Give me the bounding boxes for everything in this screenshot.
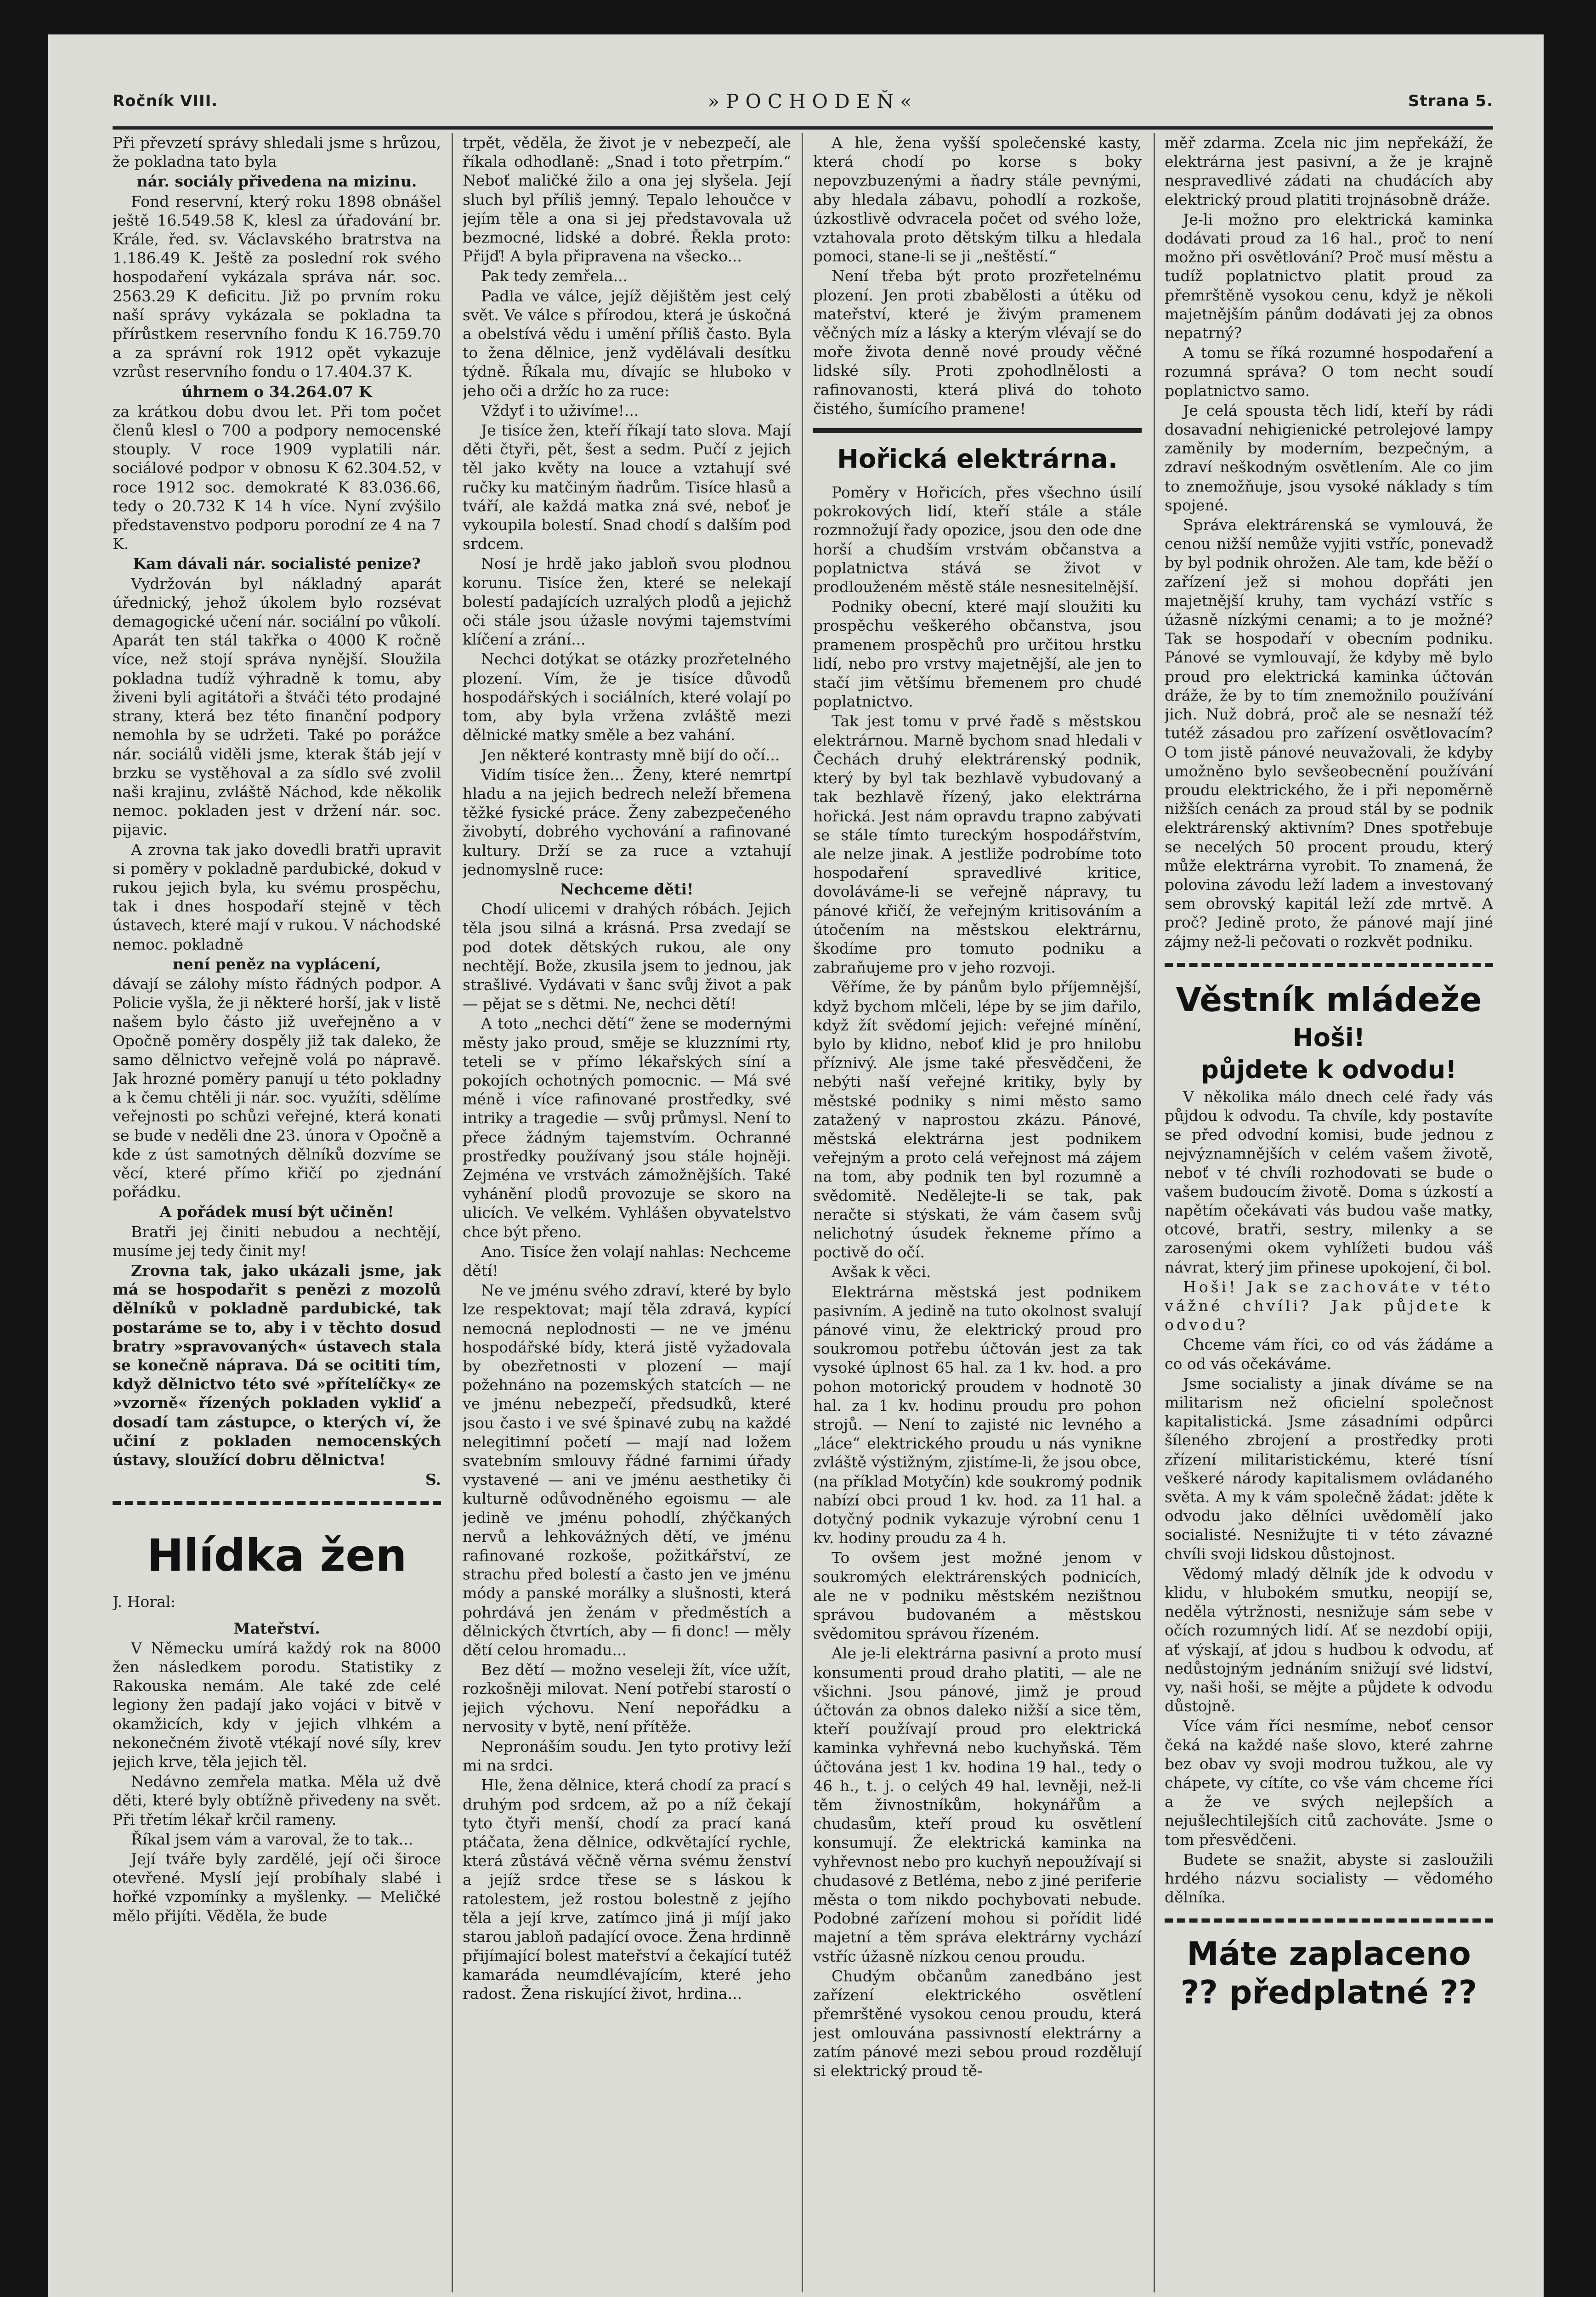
paragraph: Při převzetí správy shledali jsme s hrůzou, že pokladna tato byla bbox=[113, 134, 441, 171]
paragraph: Nedávno zemřela matka. Měla už dvě děti, které byly obtížně přivedeny na svět. Při třetím lékař krčil rameny. bbox=[113, 1772, 441, 1828]
paragraph: V několika málo dnech celé řady vás půjdou k odvodu. Ta chvíle, kdy postavíte se před odvodní komisi, bude jednou z nejvýznamnějších v celém vašem životě, neboť v té chvíli rozhodovati se bude o vašem budoucím životě. Doma s úzkostí a napětím očekávati vás budou vaše matky, otcové, bratři, sestry, milenky a se zarosenými okem vyhlížeti budou váš návrat, který jim přinese upokojení, či bol. bbox=[1165, 1087, 1493, 1276]
notice-headline: Máte zaplaceno bbox=[1187, 1935, 1471, 1973]
subheading: Kam dávali nár. socialisté penize? bbox=[133, 554, 421, 573]
paragraph: Vždyť i to uživíme!... bbox=[481, 401, 639, 419]
paragraph: Více vám říci nesmíme, neboť censor čeká na každé naše slovo, které zahrne bez obav vy svoji modrou tužkou, ale vy chápete, vy cítíte, co vše vám chceme říci a že ve svých nejlepších a nejušlechtilejších citů zachováte. Jsme o tom přesvědčeni. bbox=[1165, 1717, 1493, 1849]
paragraph: Fond reservní, který roku 1898 obnášel ještě 16.549.58 K, klesl za úřadování br. Krále, řed. sv. Václavského bratrstva na 1.186.49 K. Ještě za poslední rok svého hospodaření vykázala správa nár. soc. 2563.29 K deficitu. Již po prvním roku naší správy vykázala se pokladna ta přírůstkem reservního fondu K 16.759.70 a za správní rok 1912 opět vykazuje vzrůst reservního fondu o 17.404.37 K. bbox=[113, 192, 441, 381]
article-headline: Hořická elektrárna. bbox=[837, 444, 1118, 475]
paragraph: Nepronáším soudu. Jen tyto protivy leží mi na srdci. bbox=[463, 1737, 791, 1775]
paragraph: A zrovna tak jako dovedli bratři upravit si poměry v pokladně pardubické, dokud v rukou jejich byla, ku svému prospěchu, tak i dnes hospodaří stejně v těch ústavech, které mají v rukou. V náchodské nemoc. pokladně bbox=[113, 840, 441, 953]
paragraph: Chudým občanům zanedbáno jest zařízení elektrického osvětlení přemrštěné vysokou cenou proudu, která jest omlouvána passivností elektrárny a zatím pánové mezi sebou proud rozdělují si elektrický proud tě- bbox=[813, 1967, 1142, 2080]
column-4 bbox=[1165, 133, 1493, 2292]
paragraph: dávají se zálohy místo řádných podpor. A Policie vyšla, že ji některé horší, jak v listě našem bylo částo již uveřejněno a v Opočně poměry dospěly již tak daleko, že samo dělnictvo veřejně volá po nápravě. Jak hrozné poměry panují u této pokladny a k čemu chtěli ji nár. soc. využíti, sdělíme veřejnosti po schůzi veřejné, která konati se bude v neděli dne 23. února v Opočně a kde z úst samotných dělníků dozvíme se věcí, které přímo křičí po zjednání pořádku. bbox=[113, 974, 441, 1201]
bold-line: není peněz na vyplácení, bbox=[172, 955, 381, 973]
paragraph: Budete se snažit, abyste si zasloužili hrdého názvu socialisty — vědomého dělníka. bbox=[1165, 1850, 1493, 1907]
section-title: Hlídka žen bbox=[147, 1530, 407, 1582]
paragraph: V Německu umírá každý rok na 8000 žen následkem porodu. Statistiky z Rakouska nemám. Ale také zde celé legiony žen padají jako vojáci v bitvě v okamžicích, kdy v jejich vlhkém a nekonečném životě vtékají nové síly, krev jejich krve, těla jejich těl. bbox=[113, 1639, 441, 1771]
section-divider bbox=[1165, 963, 1493, 967]
paragraph: Správa elektrárenská se vymlouvá, že cenou nižší nemůže vyjiti vstříc, ponevadž by byl podnik ohrožen. Ale tam, kde běží o zařízení jež si mohou dopřáti jen majetnější kruhy, tam vychází vstříc s úžasně nízkými cenami; a to je možné? Tak se hospodaří v obecním podniku. Pánové se vymlouvají, že kdyby mě bylo proud pro elektrická kaminka účtován dráže, že by to tím znemožnilo používání jich. Nuž dobrá, proč ale se nesnaží též tutéž zásadou pro zařízení osvětlovacím? O tom jistě pánové neuvažovali, že kdyby umožněno bylo sevšeobecnění používání proudu elektrického, že i při nepoměrně nižších cenách za proud stál by se podnik elektrárenský aktivním? Dnes spotřebuje se necelých 50 procent proudu, který může elektrárna vyrobit. To znamená, že polovina závodu leží ladem a investovaný sem obrovský kapitál leží zde mrtvě. A proč? Jedině proto, že pánové mají jiné zájmy než-li pečovati o rozkvět podniku. bbox=[1165, 516, 1493, 950]
paragraph: Je celá spousta těch lidí, kteří by rádi dosavadní nehigienické petrolejové lampy zaměnily by moderním, bezpečným, a zdraví neškodným osvětlením. Ale co jim to znemožňuje, jsou vysoké náklady s tím spojené. bbox=[1165, 401, 1493, 514]
article-headline: Hoši! bbox=[1292, 1023, 1365, 1052]
paragraph: Poměry v Hořicích, přes všechno úsilí pokrokových lidí, kteří stále a stále rozmnožují řady opozice, jsou den ode dne horší a chudším vrstvám občanstva a poplatnictva stává se život v prodlouženém městě stále nesnesitelnější. bbox=[813, 483, 1142, 596]
paragraph: A tomu se říká rozumné hospodaření a rozumná správa? O tom necht soudí poplatnictvo samo. bbox=[1165, 344, 1493, 400]
paragraph: Ano. Tisíce žen volají nahlas: Nechceme dětí! bbox=[463, 1242, 791, 1279]
paragraph: Padla ve válce, jejíž dějištěm jest celý svět. Ve válce s přírodou, která je úskočná a obelstívá vědu i umění příliš často. Byla to žena dělnice, jenž vydělávali desítku týdně. Říkala mu, dívajíc se hluboko v jeho oči a držíc ho za ruce: bbox=[463, 287, 791, 400]
paragraph: Zrovna tak, jako ukázali jsme, jak má se hospodařit s penězi z mozolů dělníků v pokladně pardubické, tak postaráme se to, aby i v těchto dosud bratry »spravovaných« ústavech stala se konečně náprava. Dá se ocititi tím, když dělnictvo této své »přítelíčky« ze »vzorně« řízených pokladen vykliď a dosadí tam zástupce, o kterých ví, že učiní z pokladen nemocenských ústavy, sloužící dobru dělnictva! bbox=[113, 1261, 441, 1469]
signature: S. bbox=[425, 1471, 441, 1489]
column-3 bbox=[813, 133, 1142, 2292]
paragraph: Chceme vám říci, co od vás žádáme a co od vás očekáváme. bbox=[1165, 1335, 1493, 1373]
paragraph: Jsme socialisty a jinak díváme se na militarism než oficielní společnost kapitalistická. Jsme zásadními odpůrci šíleného zbrojení a prostředky proti zřízení militaristickému, které tísní veškeré národy kapitalismem ovládaného světa. A my k vám společně žádat: jděte k odvodu jako dělníci uvědomělí jako socialisté. Nesnižujte ti v této závazné chvíli svoji lidskou důstojnost. bbox=[1165, 1374, 1493, 1563]
page-header bbox=[113, 76, 1493, 130]
column-divider bbox=[802, 133, 803, 2292]
paragraph: Vědomý mladý dělník jde k odvodu v klidu, v hlubokém smutku, neopijí se, neděla výtržnosti, nesnižuje sám sebe v očích rozumných lidí. Ať se nezdobí opiji, ať výskají, ať jdou s hudbou k odvodu, ať nedůstojným jednáním snižují své lidství, vy, naši hoši, se mějte a půjdete k odvodu důstojně. bbox=[1165, 1564, 1493, 1715]
column-2 bbox=[463, 133, 791, 2292]
paragraph: Věříme, že by pánům bylo příjemnější, když bychom mlčeli, lépe by se jim dařilo, když žít svědomí jejich: veřejné mínění, bylo by klidno, neboť klid je pro hnilobu příznivý. Ale jsme také přesvědčeni, že nebýti naší veřejné kritiky, byly by městské podniky s nimi město samo zatažený v naprostou zkázu. Pánové, městská elektrárna jest podnikem veřejným a proto celá veřejnost má zájem na tom, aby podnik ten byl rozumně a svědomitě. Nedělejte-li se tak, pak neračte si stýskati, že vám časem svůj nelichotný úsudek řekneme přímo a poctivě do očí. bbox=[813, 978, 1142, 1262]
paragraph: Tak jest tomu v prvé řadě s městskou elektrárnou. Marně bychom snad hledali v Čechách druhý elektrárenský podnik, který by byl tak bezhlavě vybudovaný a tak bezhlavě řízený, jako elektrárna hořická. Jest nám opravdu trapno zabývati se stále tímto tureckým hospodářstvím, ale nelze jinak. A jestliže podrobíme toto hospodaření spravedlivé kritice, dovoláváme-li se veřejně nápravy, tu pánové křičí, že veřejným kritisováním a útočením na městskou elektrárnu, škodíme pro tomuto podniku a zabraňujeme pro v jeho rozvoji. bbox=[813, 712, 1142, 977]
subheading: A pořádek musí být učiněn! bbox=[159, 1203, 394, 1221]
paragraph: Není třeba být proto prozřetelnému plození. Jen proti zbabělosti a útěku od mateřství, které je živým pramenem věčných míz a lásky a kterým vlévají se do moře života denně nové proudy věčné lidské síly. Proti zpohodlnělosti a rafinovanosti, která plivá do tohoto čistého, šumícího pramene! bbox=[813, 267, 1142, 418]
section-divider bbox=[113, 1501, 441, 1505]
quote-line: Nechceme děti! bbox=[560, 880, 694, 898]
paragraph: Nechci dotýkat se otázky prozřetelného plození. Vím, že je tisíce důvodů hospodářských i sociálních, které volají po tom, aby byla vržena zvláště mezi dělnické matky směle a bez vahání. bbox=[463, 650, 791, 744]
paragraph: Říkal jsem vám a varoval, že to tak... bbox=[131, 1830, 413, 1848]
notice-headline: ?? předplatné ?? bbox=[1180, 1974, 1477, 2012]
paragraph: Je tisíce žen, kteří říkají tato slova. Mají děti čtyři, pět, šest a sedm. Pučí z jejich těl jako květy na louce a vztahují své ručky ku matčiným ňadrům. Tisíce hlasů a tváří, ale každá matka zná své, neboť je vykoupila bolestí. Snad chodí s dalším pod srdcem. bbox=[463, 421, 791, 553]
paragraph: Chodí ulicemi v drahých róbách. Jejich těla jsou silná a krásná. Prsa zvedají se pod dotek dětských rukou, ale ony nechtějí. Bože, zkusila jsem to jednou, jak strašlivé. Vydávati v šanc svůj život a pak — pějat se s dětmi. Ne, nechci dětí! bbox=[463, 900, 791, 1013]
paragraph: Nosí je hrdě jako jabloň svou plodnou korunu. Tisíce žen, které se nelekají bolestí padajících uzralých plodů a jejichž oči stále jsou úžasle novými tajemstvími klíčení a zrání... bbox=[463, 554, 791, 649]
paragraph: Elektrárna městská jest podnikem pasivním. A jedině na tuto okolnost svalují pánové vinu, že elektrický proud pro soukromou potřebu účtován jest za tak vysoké úplnost 65 hal. za 1 kv. hod. a pro pohon motorický proudem v hodnotě 30 hal. za 1 kv. hodinu proudu pro pohon strojů. — Není to zajisté nic levného a „láce“ elektrického proudu u nás vynikne zvláště výstižným, zjistíme-li, že jsou obce, (na příklad Motyčín) kde soukromý podnik nabízí obci proud 1 kv. hod. za 11 hal. a dotyčný podnik vykazuje výrobní cenu 1 kv. hodiny proudu za 4 h. bbox=[813, 1283, 1142, 1547]
paragraph: Hle, žena dělnice, která chodí za prací s druhým pod srdcem, až po a níž čekají tyto čtyři menší, chodí za prací kaná ptáčata, žena dělnice, odkvětající rychle, která zůstává věčně věrna svému ženství a jejíž srdce třese se s láskou k ratolestem, jež rostou bolestně z jejího těla a její krve, zatímco jiná ji míjí jako starou jabloň padající ovoce. Žena hrdinně přijímající bolest mateřství a čekající tutéž kamaráda neumdlévajícím, které jeho radost. Žena riskující život, hrdina... bbox=[463, 1776, 791, 2003]
bold-line: úhrnem o 34.264.07 K bbox=[181, 382, 372, 401]
article-subtitle: Mateřství. bbox=[233, 1619, 320, 1637]
paragraph: měř zdarma. Zcela nic jim nepřekáží, že elektrárna jest pasivní, a že je krajně nespravedlivé zádati na chudácích aby elektrický proud platiti trojnásobně dráže. bbox=[1165, 134, 1493, 209]
paragraph: Bratři jej činiti nebudou a nechtějí, musíme jej tedy činit my! bbox=[113, 1222, 441, 1260]
paragraph: To ovšem jest možné jenom v soukromých elektrárenských podnicích, ale ne v podniku městském nezištnou správou budovaném a městskou svědomitou správou řízeném. bbox=[813, 1549, 1142, 1643]
paragraph: Je-li možno pro elektrická kaminka dodávati proud za 16 hal., proč to není možno při osvětlování? Proč musí městu a tudíž poplatnictvo platit proud za přemrštěně vysokou cenu, když je několi majetnějším pánům dodávati jej za obnos nepatrný? bbox=[1165, 210, 1493, 342]
paragraph: Ale je-li elektrárna pasivní a proto musí konsumenti proud draho platiti, — ale ne všichni. Jsou pánové, jimž je proud účtován za obnos daleko nižší a sice těm, kteří používají proud pro elektrická kaminka vyhřevná nebo kuchyňská. Těm účtována jest 1 kv. hodina 19 hal., tedy o 46 h., t. j. o celých 49 hal. levněji, než-li těm živnostníkům, hokynářům a chudasům, kteří proud ku osvětlení konsumují. Že elektrická kaminka na vyhřevnost nebo pro kuchyň nepoužívají si chudasové z Betléma, nebo z jiné periferie města o tom nikdo pochybovati nebude. Podobné zařízení mohou si pořídit lidé majetní a těm správa elektrárny vychází vstříc úžasně nízkou cenou proudu. bbox=[813, 1644, 1142, 1965]
paragraph: Vidím tisíce žen... Ženy, které nemrtpí hladu a na jejich bedrech neleží břemena těžké fysické práce. Ženy zabezpečeného živobytí, dobrého vychování a rafinované kultury. Drží se za ruce a vztahují jednomyslně ruce: bbox=[463, 765, 791, 878]
paragraph: Jen některé kontrasty mně bijí do očí... bbox=[481, 746, 780, 764]
newspaper-page bbox=[48, 34, 1544, 2297]
section-divider bbox=[813, 428, 1142, 433]
paragraph: Hoši! Jak se zachováte v této vážné chvíli? Jak půjdete k odvodu? bbox=[1165, 1278, 1493, 1334]
columns bbox=[113, 133, 1493, 2292]
volume-label: Ročník VIII. bbox=[113, 92, 218, 110]
paragraph: Podniky obecní, které mají sloužiti ku prospěchu veškerého občanstva, jsou pramenem prospěchů pro určitou hrstku lidí, nebo pro vrstvy majetnější, ale jen to stačí jim většímu břemenem pro chudé poplatnictvo. bbox=[813, 598, 1142, 711]
paragraph: Její tváře byly zardělé, její oči široce otevřené. Myslí její probíhaly slabé i hořké vzpomínky a myšlenky. — Meličké mělo přijíti. Věděla, že bude bbox=[113, 1850, 441, 1925]
section-divider bbox=[1165, 1918, 1493, 1923]
author: J. Horal: bbox=[113, 1593, 176, 1611]
paragraph: za krátkou dobu dvou let. Při tom počet členů klesl o 700 a podpory nemocenské stouply. V roce 1909 vyplatili nár. sociálové podpor v obnosu K 62.304.52, v roce 1912 soc. demokraté K 83.036.66, tedy o 20.732 K 14 h více. Nyní zvýšilo představenstvo podporu porodní ze 4 na 7 K. bbox=[113, 402, 441, 553]
article-headline: půjdete k odvodu! bbox=[1201, 1055, 1457, 1084]
paragraph: trpět, věděla, že život je v nebezpečí, ale říkala odhodlaně: „Snad i toto přetrpím.“ Neboť maličké žilo a ona jej slyšela. Její sluch byl příliš jemný. Tepalo lehoučce v jejím těle a ona si jej představovala už bezmocné, lidské a dobré. Řekla proto: Přijď! A byla připravena na všecko... bbox=[463, 134, 791, 266]
paragraph: Bez dětí — možno veseleji žít, více užít, rozkošněji milovat. Není potřebí starostí o jejich výchovu. Není nepořádku a nervosity v bytě, není přítěže. bbox=[463, 1661, 791, 1736]
bold-line: nár. sociály přivedena na mizinu. bbox=[136, 172, 417, 191]
paragraph: A toto „nechci dětí“ žene se modernými městy jako proud, směje se kluzzními rty, teteli se v přímo lékařských síní a pokojích ochotných pomocnic. — Má své méně i více rafinované prostředky, své intriky a tragedie — svůj průmysl. Není to přece žádným tajemstvím. Ochranné prostředky používaný jsou stále hojněji. Zejména ve vrstvách zámožnějších. Také vyhánění plodů provozuje se skoro na ulicích. Ve velkém. Vyhlášen obyvatelstvo chce být přeno. bbox=[463, 1014, 791, 1241]
column-divider bbox=[1154, 133, 1155, 2292]
column-divider bbox=[452, 133, 453, 2292]
newspaper-title: »POCHODEŇ« bbox=[707, 90, 918, 113]
paragraph: Vydržován byl nákladný aparát úřednický, jehož úkolem bylo rozsévat demagogické učení nár. sociální po vůkolí. Aparát ten stál takřka o 4000 K ročně více, než stojí správa nynější. Sloužila pokladna tudíž výhradně k tomu, aby živeni byli agitátoři a štváči této prodajné strany, která bez této finanční podpory nemohla by se udržeti. Také po porážce nár. sociálů viděli jsme, kterak štáb její v brzku se vystěhoval a za sídlo své zvolil naši krajinu, zvláště Náchod, kde několik nemoc. pokladen jest v držení nár. soc. pijavic. bbox=[113, 574, 441, 839]
paragraph: Pak tedy zemřela... bbox=[481, 267, 628, 285]
column-1 bbox=[113, 133, 441, 2292]
paragraph: A hle, žena vyšší společenské kasty, která chodí po korse s boky nepovzbuzenými a ňadry stále pevnými, aby hledala zábavu, pohodlí a rozkoše, úzkostlivě odvracela počet od svého lože, vztahovala proto dětským tilku a hledala pomoci, stane-li se ji „neštěstí.“ bbox=[813, 134, 1142, 266]
paragraph: Ne ve jménu svého zdraví, které by bylo lze respektovat; mají těla zdravá, kypící nemocná neplodnosti — ne ve jménu hospodářské bídy, která jistě vyžadovala by obezřetnosti v plození — mají požehnáno na pozemských statcích — ne ve jménu nebezpečí, předsudků, které jsou často i ve své špinavé zubų na každé nelegitimní početí — mají nad ložem svatebním smlouvy řádné farnimi úřady vystavené — ani ve jménu aesthetiky či kulturně odůvodněného egoismu — ale jedině ve jménu pohodlí, zhýčkaných nervů a lehkovážných dětí, ve jménu rafinované rozkoše, požitkářství, ze strachu před bolestí a často jen ve jménu módy a panské morálky a slušnosti, která pohrdává jen ženám v předměstích a dělnických čtvrtích, aby — fi donc! — měly dětí celou hromadu... bbox=[463, 1281, 791, 1659]
section-title: Věstník mládeže bbox=[1176, 980, 1482, 1019]
page-number: Strana 5. bbox=[1408, 92, 1493, 110]
paragraph: Avšak k věci. bbox=[832, 1263, 931, 1281]
